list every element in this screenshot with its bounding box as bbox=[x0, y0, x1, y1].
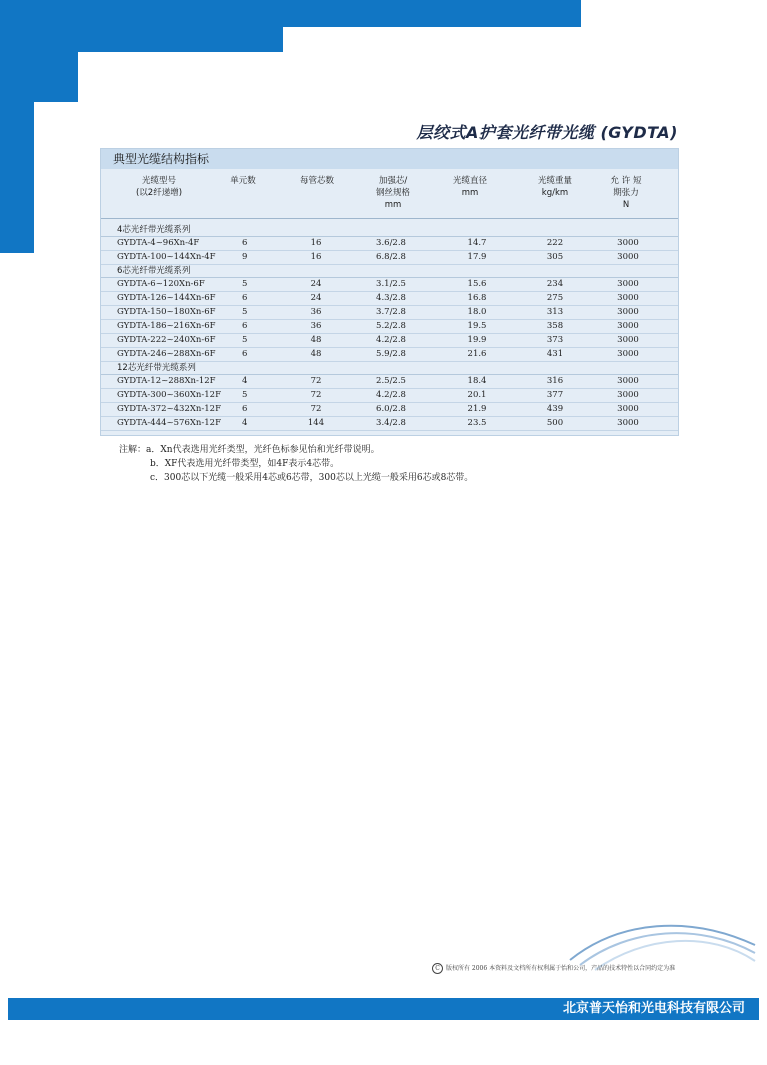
table-cell: GYDTA-300~360Xn-12F bbox=[117, 390, 221, 400]
table-cell: 5 bbox=[242, 335, 248, 345]
decor-bar-side bbox=[0, 0, 34, 253]
table-cell: 4 bbox=[242, 418, 248, 428]
table-cell: 15.6 bbox=[467, 279, 487, 289]
table-cell: 6 bbox=[242, 293, 248, 303]
column-header-line: mm bbox=[461, 188, 479, 198]
table-cell: 5.2/2.8 bbox=[376, 321, 406, 331]
table-cell: GYDTA-444~576Xn-12F bbox=[117, 418, 221, 428]
table-cell: 6 bbox=[242, 321, 248, 331]
table-cell: 3.7/2.8 bbox=[376, 307, 406, 317]
table-cell: GYDTA-372~432Xn-12F bbox=[117, 404, 221, 414]
column-header-line: 钢丝规格 bbox=[375, 188, 410, 198]
table-cell: 222 bbox=[546, 238, 564, 248]
column-header-line: (以2纤递增) bbox=[135, 188, 183, 198]
table-cell: 16.8 bbox=[467, 293, 487, 303]
note-b: b．XF代表选用光纤带类型，如4F表示4芯带。 bbox=[150, 459, 340, 469]
column-header bbox=[363, 175, 423, 211]
copyright-icon: C bbox=[432, 963, 443, 974]
table-cell: 4.2/2.8 bbox=[376, 335, 406, 345]
table-cell: GYDTA-150~180Xn-6F bbox=[117, 307, 216, 317]
table-cell: 16 bbox=[310, 238, 322, 248]
table-cell: 18.4 bbox=[467, 376, 487, 386]
table-cell: GYDTA-222~240Xn-6F bbox=[117, 335, 216, 345]
column-header-line: 允 许 短 bbox=[610, 176, 642, 186]
table-cell: 72 bbox=[310, 390, 322, 400]
table-cell: 305 bbox=[546, 252, 564, 262]
table-cell: 3000 bbox=[617, 238, 639, 248]
table-cell: 48 bbox=[310, 335, 322, 345]
column-header-line: kg/km bbox=[541, 188, 569, 198]
table-cell: 3000 bbox=[617, 349, 639, 359]
note-a: 注解：a．Xn代表选用光纤类型，光纤色标参见怡和光纤带说明。 bbox=[119, 445, 380, 455]
column-header bbox=[119, 175, 199, 199]
table-cell: 3.1/2.5 bbox=[376, 279, 406, 289]
section-label: 12芯光纤带光缆系列 bbox=[117, 363, 196, 373]
table-row bbox=[101, 278, 678, 292]
row-divider bbox=[101, 430, 678, 431]
table-cell: 20.1 bbox=[467, 390, 487, 400]
table-cell: 5 bbox=[242, 279, 248, 289]
table-cell: 3000 bbox=[617, 321, 639, 331]
table-cell: 3000 bbox=[617, 404, 639, 414]
table-cell: GYDTA-126~144Xn-6F bbox=[117, 293, 216, 303]
column-header-line: 每管芯数 bbox=[299, 176, 334, 186]
table-cell: 5 bbox=[242, 390, 248, 400]
table-row bbox=[101, 237, 678, 251]
table-cell: 24 bbox=[310, 279, 322, 289]
table-cell: 431 bbox=[546, 349, 564, 359]
table-cell: 144 bbox=[307, 418, 325, 428]
column-header bbox=[525, 175, 585, 199]
table-row bbox=[101, 348, 678, 362]
table-row bbox=[101, 375, 678, 389]
page-title: 层绞式A护套光纤带光缆 (GYDTA) bbox=[416, 123, 678, 142]
table-cell: 17.9 bbox=[467, 252, 487, 262]
column-header-line: 光缆直径 bbox=[452, 176, 487, 186]
table-cell: GYDTA-12~288Xn-12F bbox=[117, 376, 216, 386]
table-cell: 275 bbox=[546, 293, 564, 303]
table-row bbox=[101, 306, 678, 320]
table-cell: 6 bbox=[242, 404, 248, 414]
table-heading: 典型光缆结构指标 bbox=[101, 149, 678, 169]
table-cell: 3000 bbox=[617, 252, 639, 262]
notes bbox=[119, 443, 639, 485]
table-row bbox=[101, 320, 678, 334]
table-cell: 373 bbox=[546, 335, 564, 345]
section-label: 6芯光纤带光缆系列 bbox=[117, 266, 191, 276]
table-row bbox=[101, 251, 678, 265]
table-cell: 6 bbox=[242, 238, 248, 248]
table-cell: 9 bbox=[242, 252, 248, 262]
table-cell: 14.7 bbox=[467, 238, 487, 248]
section-label: 4芯光纤带光缆系列 bbox=[117, 225, 191, 235]
table-cell: 2.5/2.5 bbox=[376, 376, 406, 386]
table-cell: 3000 bbox=[617, 376, 639, 386]
copyright-text: 版权所有 2006 本资料及文档所有权利属于怡和公司，产品的技术特性以合同约定为准 bbox=[446, 965, 676, 972]
table-row bbox=[101, 403, 678, 417]
footer-bar bbox=[8, 998, 759, 1020]
table-cell: 439 bbox=[546, 404, 564, 414]
table-cell: 5.9/2.8 bbox=[376, 349, 406, 359]
table-cell: 5 bbox=[242, 307, 248, 317]
table-cell: 3000 bbox=[617, 279, 639, 289]
table-cell: 19.5 bbox=[467, 321, 487, 331]
column-header bbox=[601, 175, 651, 211]
table-row bbox=[101, 417, 678, 431]
table-cell: 23.5 bbox=[467, 418, 487, 428]
table-cell: GYDTA-246~288Xn-6F bbox=[117, 349, 216, 359]
table-cell: 6.8/2.8 bbox=[376, 252, 406, 262]
table-cell: 3000 bbox=[617, 418, 639, 428]
table-cell: 6 bbox=[242, 349, 248, 359]
table-cell: 16 bbox=[310, 252, 322, 262]
table-cell: 6.0/2.8 bbox=[376, 404, 406, 414]
header-divider bbox=[101, 218, 678, 219]
table-cell: 4 bbox=[242, 376, 248, 386]
table-cell: 3000 bbox=[617, 293, 639, 303]
table-cell: GYDTA-100~144Xn-4F bbox=[117, 252, 216, 262]
table-cell: 19.9 bbox=[467, 335, 487, 345]
table-row bbox=[101, 389, 678, 403]
table-cell: 36 bbox=[310, 307, 322, 317]
table-cell: 3000 bbox=[617, 307, 639, 317]
table-cell: 21.6 bbox=[467, 349, 487, 359]
table-cell: 358 bbox=[546, 321, 564, 331]
column-header-line: mm bbox=[384, 200, 402, 210]
table-cell: 21.9 bbox=[467, 404, 487, 414]
table-row bbox=[101, 292, 678, 306]
column-header-line: 单元数 bbox=[230, 176, 256, 186]
table-cell: 72 bbox=[310, 404, 322, 414]
table-cell: 500 bbox=[546, 418, 564, 428]
table-cell: 234 bbox=[546, 279, 564, 289]
column-header bbox=[223, 175, 263, 187]
column-header bbox=[445, 175, 495, 199]
table-cell: 4.3/2.8 bbox=[376, 293, 406, 303]
company-name: 北京普天怡和光电科技有限公司 bbox=[562, 1001, 745, 1016]
column-header-line: N bbox=[622, 200, 630, 210]
table-cell: 316 bbox=[546, 376, 564, 386]
table-cell: 18.0 bbox=[467, 307, 487, 317]
column-header bbox=[287, 175, 347, 187]
column-header-line: 光缆型号 bbox=[141, 176, 176, 186]
table-cell: 377 bbox=[546, 390, 564, 400]
column-header-line: 期张力 bbox=[613, 188, 639, 198]
column-header-line: 光缆重量 bbox=[537, 176, 572, 186]
table-cell: 3.6/2.8 bbox=[376, 238, 406, 248]
table-cell: 24 bbox=[310, 293, 322, 303]
table-cell: 313 bbox=[546, 307, 564, 317]
column-header-line: 加强芯/ bbox=[378, 176, 408, 186]
table-cell: 36 bbox=[310, 321, 322, 331]
table-cell: GYDTA-6~120Xn-6F bbox=[117, 279, 205, 289]
note-c: c．300芯以下光缆一般采用4芯或6芯带，300芯以上光缆一般采用6芯或8芯带。 bbox=[150, 473, 474, 483]
table-cell: 3000 bbox=[617, 390, 639, 400]
table-cell: 72 bbox=[310, 376, 322, 386]
table-row bbox=[101, 334, 678, 348]
copyright-notice bbox=[432, 963, 675, 974]
spec-table-panel bbox=[100, 148, 679, 436]
table-cell: 3.4/2.8 bbox=[376, 418, 406, 428]
table-cell: GYDTA-4~96Xn-4F bbox=[117, 238, 200, 248]
table-cell: GYDTA-186~216Xn-6F bbox=[117, 321, 216, 331]
table-cell: 4.2/2.8 bbox=[376, 390, 406, 400]
table-cell: 3000 bbox=[617, 335, 639, 345]
table-cell: 48 bbox=[310, 349, 322, 359]
